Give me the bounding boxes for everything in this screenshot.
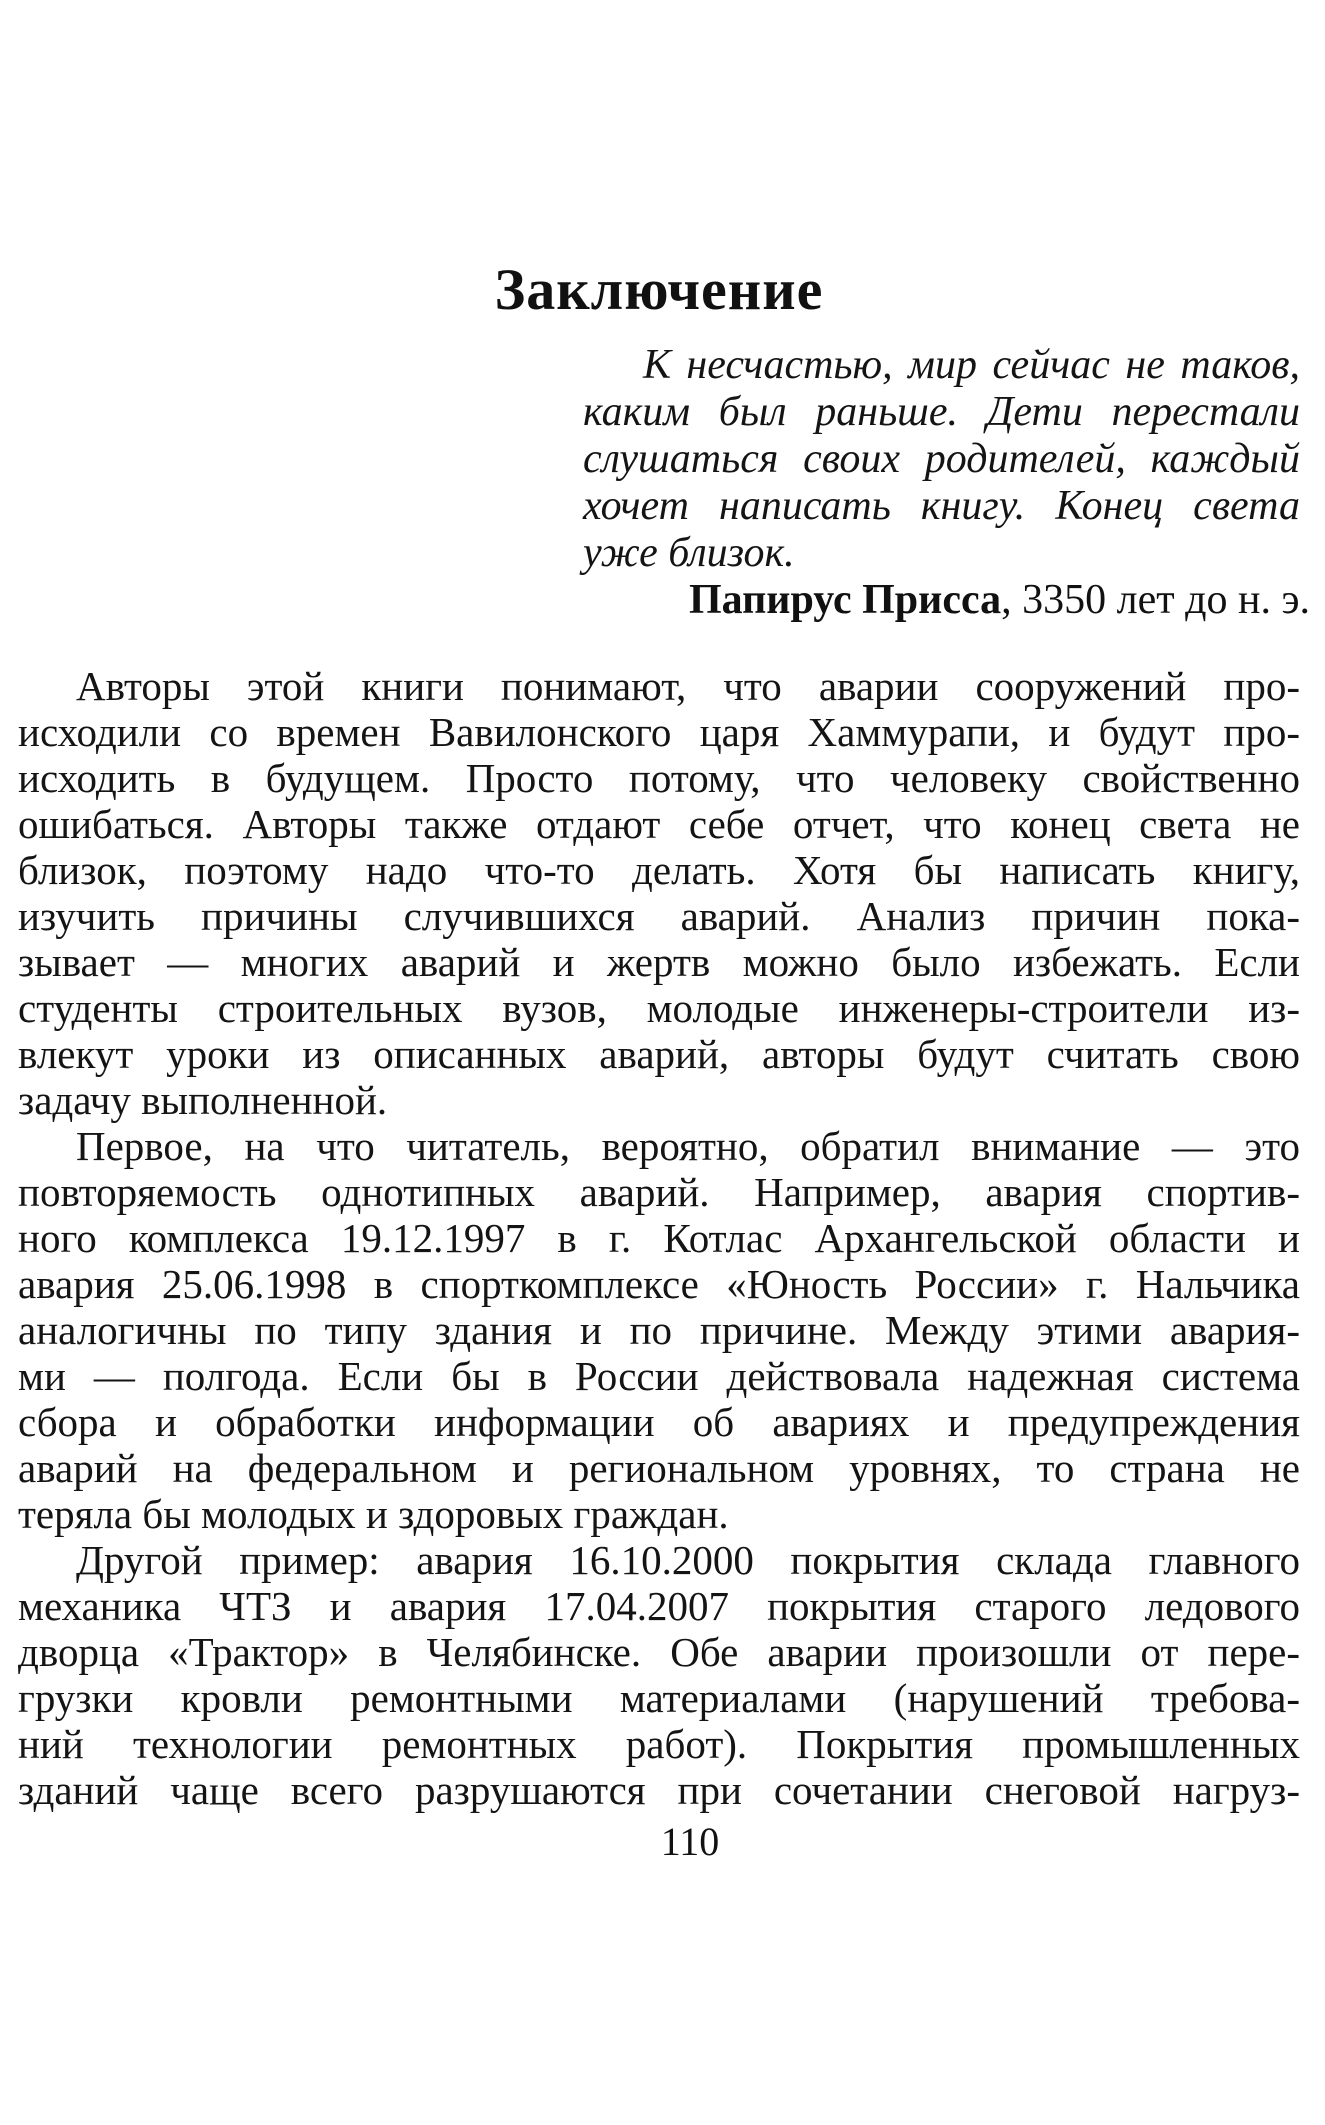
text-line: хочет написать книгу. Конец света — [583, 483, 1300, 529]
text-line: Другой пример: авария 16.10.2000 покрытия склада главного — [76, 1537, 1300, 1583]
text-line: Авторы этой книги понимают, что аварии сооружений про- — [76, 663, 1300, 709]
text-line: ного комплекса 19.12.1997 в г. Котлас Архангельской области и — [18, 1215, 1300, 1261]
text-line: близок, поэтому надо что-то делать. Хотя бы написать книгу, — [18, 847, 1300, 893]
text-line: теряла бы молодых и здоровых граждан. — [18, 1491, 729, 1537]
text-line: аварий на федеральном и региональном уровнях, то страна не — [18, 1445, 1300, 1491]
text-line: влекут уроки из описанных аварий, авторы будут считать свою — [18, 1031, 1300, 1077]
text-line: сбора и обработки информации об авариях и предупреждения — [18, 1399, 1300, 1445]
body-text — [18, 663, 1300, 1813]
text-line: задачу выполненной. — [18, 1077, 388, 1123]
epigraph — [583, 342, 1300, 577]
text-line: ний технологии ремонтных работ). Покрытия промышленных — [18, 1721, 1300, 1767]
text-line: уже близок. — [583, 530, 795, 576]
text-line: Первое, на что читатель, вероятно, обратил внимание — это — [76, 1123, 1300, 1169]
text-line: слушаться своих родителей, каждый — [583, 436, 1300, 482]
epigraph-attribution — [573, 577, 1310, 624]
text-line: аналогичны по типу здания и по причине. Между этими авария- — [18, 1307, 1300, 1353]
text-line: ми — полгода. Если бы в России действовала надежная система — [18, 1353, 1300, 1399]
text-line: зывает — многих аварий и жертв можно было избежать. Если — [18, 939, 1300, 985]
text-line: изучить причины случившихся аварий. Анализ причин пока- — [18, 893, 1300, 939]
epigraph-source: Папирус Присса — [688, 577, 1002, 623]
text-line: исходить в будущем. Просто потому, что человеку свойственно — [18, 755, 1300, 801]
text-line: механика ЧТЗ и авария 17.04.2007 покрытия старого ледового — [18, 1583, 1300, 1629]
page-number: 110 — [660, 1819, 720, 1864]
text-line: зданий чаще всего разрушаются при сочетании снеговой нагруз- — [18, 1767, 1300, 1813]
page-title: Заключение — [494, 257, 824, 322]
text-line: каким был раньше. Дети перестали — [583, 389, 1300, 435]
text-line: К несчастью, мир сейчас не таков, — [643, 342, 1300, 388]
text-line: повторяемость однотипных аварий. Например, авария спортив- — [18, 1169, 1300, 1215]
text-line: авария 25.06.1998 в спорткомплексе «Юность России» г. Нальчика — [18, 1261, 1300, 1307]
text-line: грузки кровли ремонтными материалами (нарушений требова- — [18, 1675, 1300, 1721]
text-line: студенты строительных вузов, молодые инженеры-строители из- — [18, 985, 1300, 1031]
epigraph-date: , 3350 лет до н. э. — [1001, 577, 1310, 623]
text-line: исходили со времен Вавилонского царя Хаммурапи, и будут про- — [18, 709, 1300, 755]
text-line: ошибаться. Авторы также отдают себе отчет, что конец света не — [18, 801, 1300, 847]
text-line: дворца «Трактор» в Челябинске. Обе аварии произошли от пере- — [18, 1629, 1300, 1675]
